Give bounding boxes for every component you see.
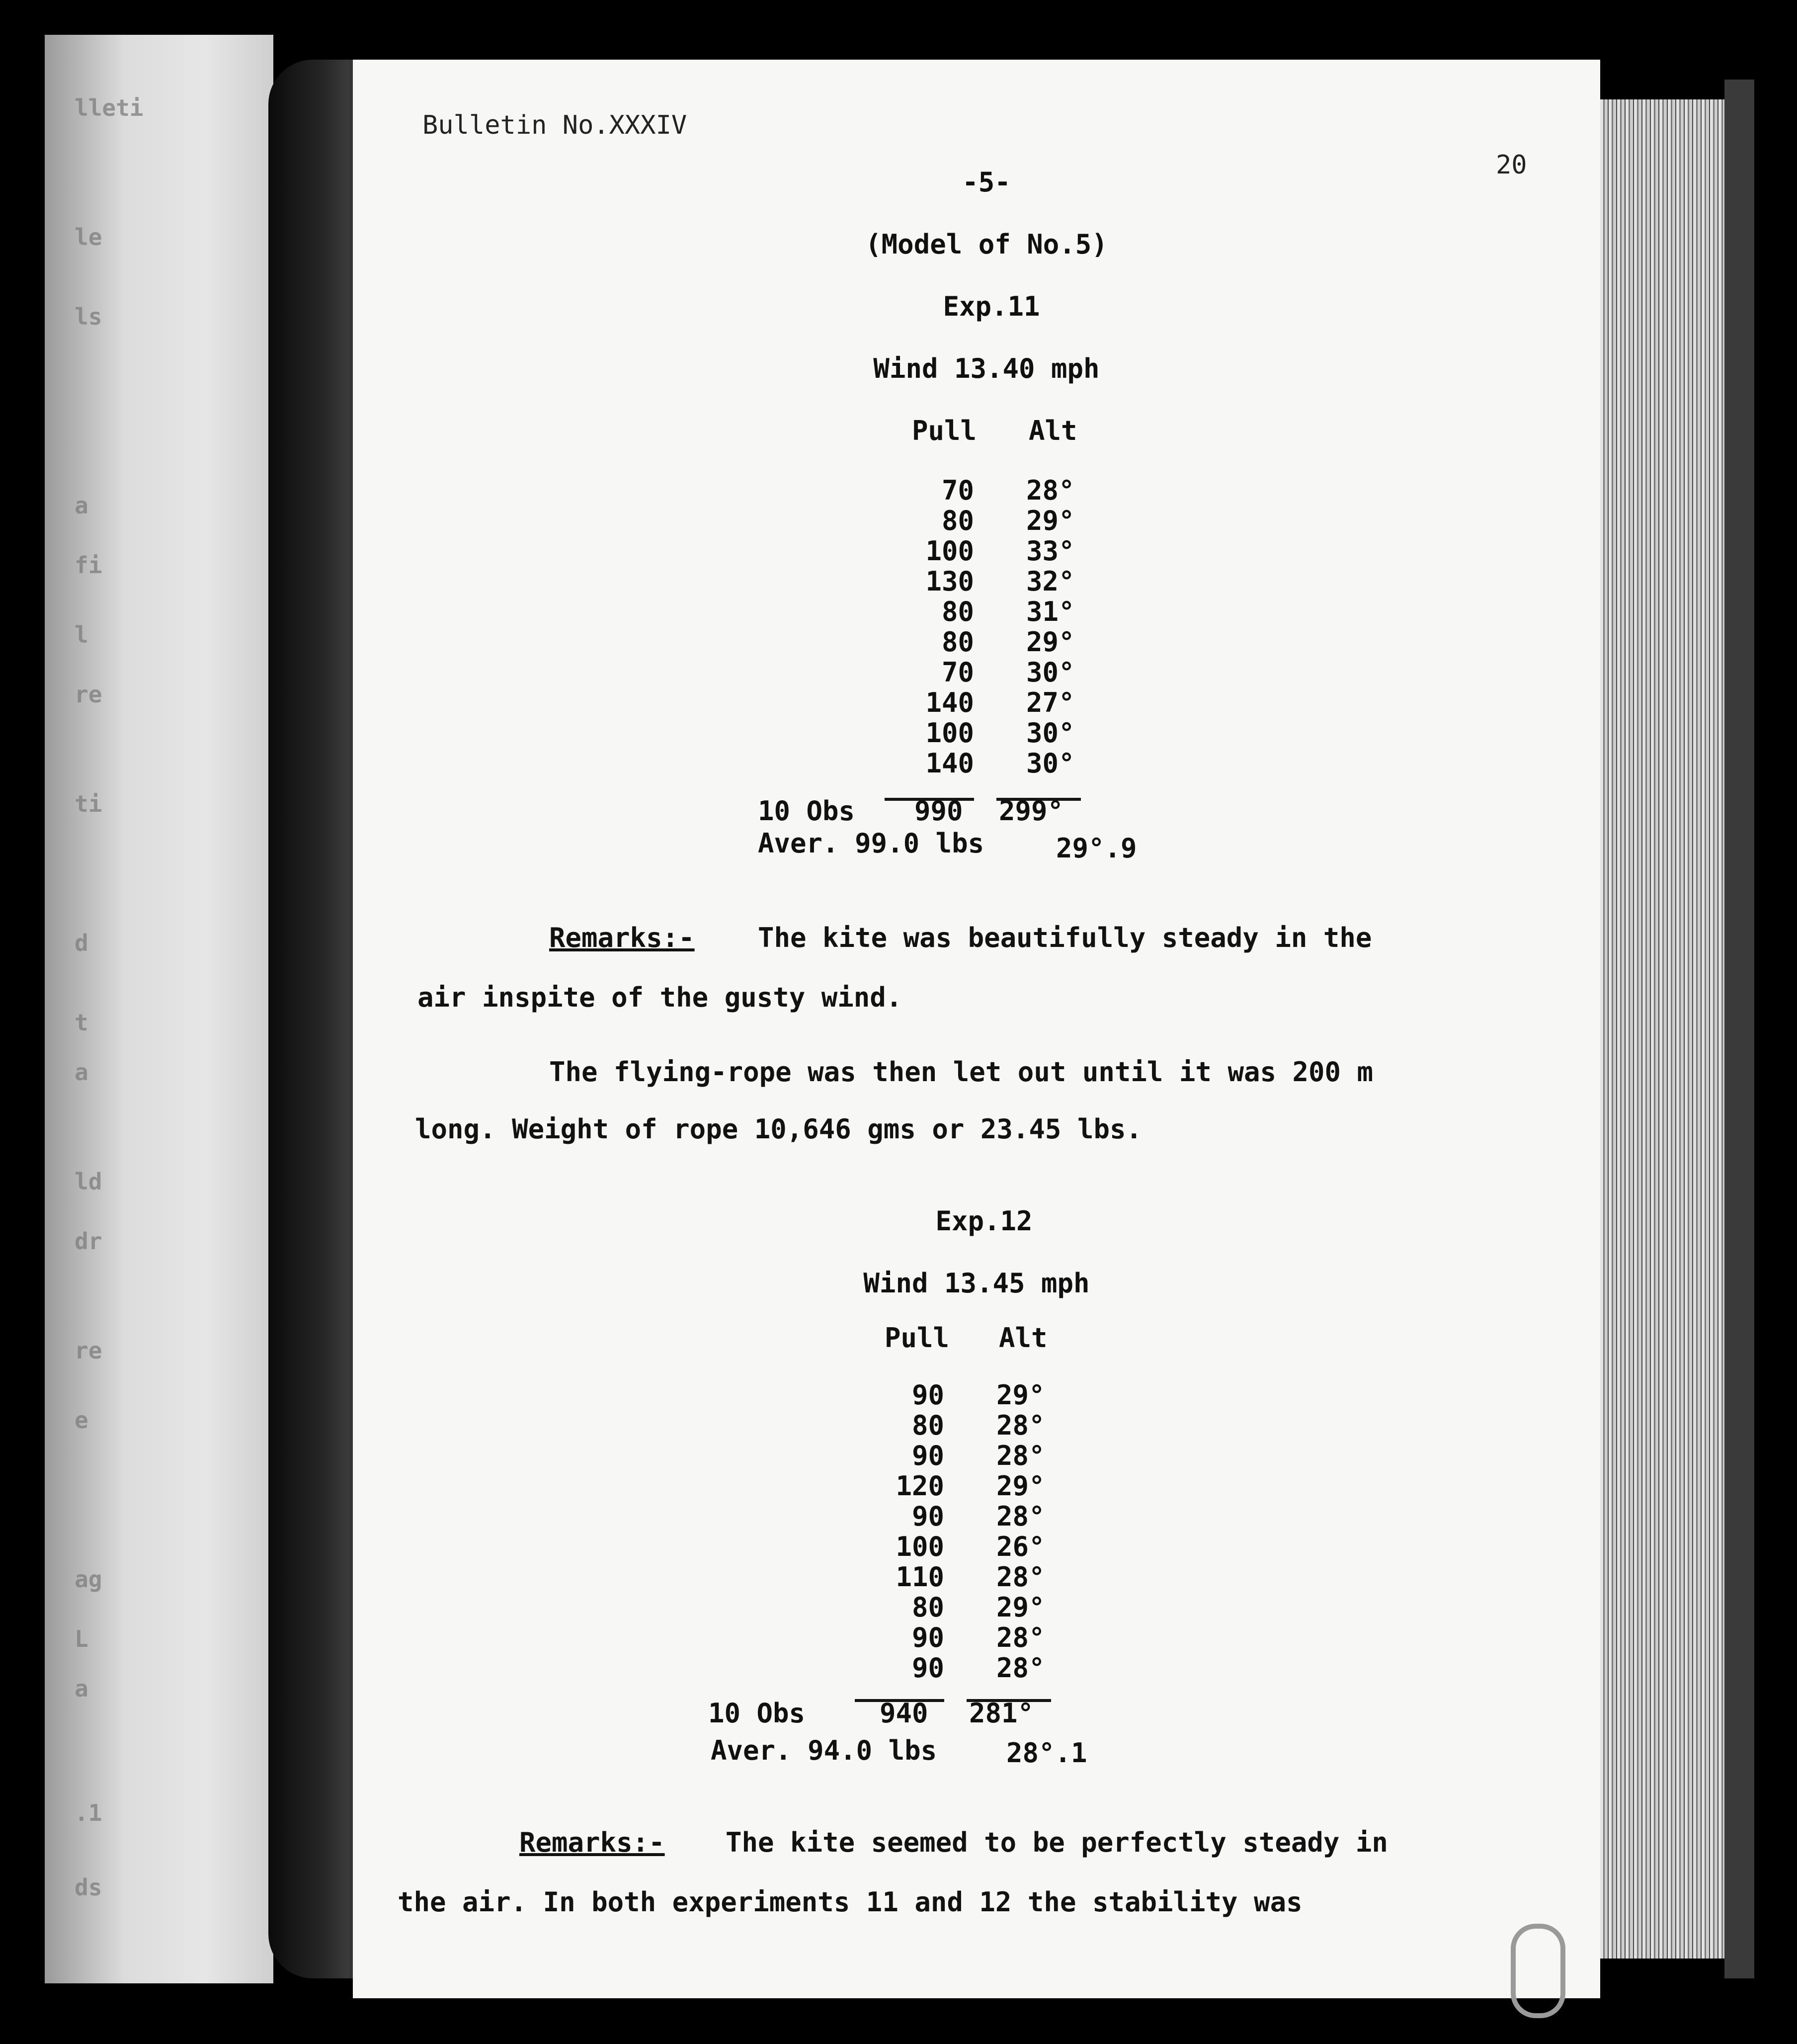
exp12-alt-row [996, 1561, 1096, 1592]
remarks12-line2: the air. In both experiments 11 and 12 the stability was [398, 1886, 1303, 1918]
exp11-pull-cell: 70 [941, 657, 974, 688]
exp12-pull-cell: 90 [911, 1440, 944, 1471]
exp12-alt-cell: 26° [996, 1531, 1045, 1562]
exp12-pull-column [855, 1379, 944, 1683]
exp12-alt-cell: 28° [996, 1410, 1045, 1441]
left-page-fragment: L [75, 1625, 88, 1652]
exp12-pull-cell: 110 [896, 1561, 944, 1593]
exp12-pull-row [855, 1440, 944, 1470]
left-page-fragment: lleti [75, 94, 144, 121]
exp12-pull-cell: 80 [911, 1410, 944, 1441]
exp11-pull-row [885, 475, 974, 505]
exp11-pull-row [885, 535, 974, 566]
exp12-alt-row [996, 1440, 1096, 1470]
exp12-pull-row [855, 1379, 944, 1410]
exp12-pull-cell: 90 [911, 1652, 944, 1684]
exp12-alt-row [996, 1622, 1096, 1652]
exp12-pull-row [855, 1410, 944, 1440]
exp12-pull-cell: 90 [911, 1379, 944, 1411]
exp11-pull-cell: 80 [941, 505, 974, 536]
left-page-fragment: le [75, 224, 102, 251]
exp12-alt-cell: 28° [996, 1501, 1045, 1532]
left-page [45, 35, 273, 1983]
exp12-wind: Wind 13.45 mph [863, 1268, 1090, 1299]
exp11-total-alt: 299° [999, 795, 1064, 827]
exp12-title: Exp.12 [935, 1205, 1033, 1237]
exp12-alt-row [996, 1470, 1096, 1501]
book-cover-edge [1724, 80, 1754, 1978]
exp12-alt-cell: 28° [996, 1652, 1045, 1684]
exp11-pull-cell: 140 [925, 748, 974, 779]
exp11-alt-row [1026, 566, 1126, 596]
exp11-alt-cell: 31° [1026, 596, 1075, 627]
exp12-average: Aver. 94.0 lbs [711, 1735, 937, 1766]
exp11-pull-cell: 100 [925, 717, 974, 749]
remarks11-label: Remarks:- [549, 922, 695, 953]
remarks11-line2: air inspite of the gusty wind. [417, 982, 902, 1013]
exp12-alt-cell: 29° [996, 1379, 1045, 1411]
exp11-alt-cell: 30° [1026, 657, 1075, 688]
exp12-pull-cell: 90 [911, 1622, 944, 1653]
exp11-alt-cell: 29° [1026, 626, 1075, 658]
exp12-pull-row [855, 1501, 944, 1531]
exp11-alt-row [1026, 596, 1126, 626]
exp11-alt-column [1026, 475, 1126, 778]
exp11-col-alt: Alt [1029, 415, 1077, 446]
exp12-total-alt: 281° [969, 1698, 1034, 1729]
exp11-alt-cell: 30° [1026, 748, 1075, 779]
exp12-alt-row [996, 1531, 1096, 1561]
model-heading: (Model of No.5) [865, 229, 1108, 260]
exp12-pull-row [855, 1592, 944, 1622]
exp12-alt-row [996, 1379, 1096, 1410]
left-page-fragment: a [75, 492, 88, 519]
exp12-obs-label: 10 Obs [708, 1698, 806, 1729]
exp11-pull-row [885, 505, 974, 535]
left-page-fragment: ds [75, 1874, 102, 1901]
exp12-alt-cell: 28° [996, 1622, 1045, 1653]
exp12-alt-row [996, 1592, 1096, 1622]
exp11-pull-cell: 80 [941, 596, 974, 627]
exp11-alt-cell: 29° [1026, 505, 1075, 536]
exp12-pull-row [855, 1652, 944, 1683]
exp11-average: Aver. 99.0 lbs [758, 828, 984, 859]
exp12-pull-cell: 120 [896, 1470, 944, 1502]
exp11-pull-row [885, 566, 974, 596]
exp12-alt-cell: 28° [996, 1440, 1045, 1471]
exp11-alt-row [1026, 505, 1126, 535]
left-page-fragment: a [75, 1059, 88, 1086]
page-number: 20 [1496, 150, 1527, 180]
exp11-pull-row [885, 657, 974, 687]
remarks12-label: Remarks:- [519, 1827, 665, 1858]
exp11-title: Exp.11 [943, 291, 1040, 322]
exp11-col-pull: Pull [912, 415, 977, 446]
exp11-pull-cell: 100 [925, 535, 974, 567]
exp12-pull-row [855, 1622, 944, 1652]
exp12-alt-cell: 29° [996, 1592, 1045, 1623]
exp11-pull-row [885, 687, 974, 717]
exp12-pull-cell: 100 [896, 1531, 944, 1562]
left-page-fragment: t [75, 1009, 88, 1036]
exp11-alt-cell: 32° [1026, 566, 1075, 597]
exp12-alt-row [996, 1410, 1096, 1440]
exp12-pull-row [855, 1561, 944, 1592]
exp11-alt-cell: 28° [1026, 475, 1075, 506]
exp12-pull-cell: 80 [911, 1592, 944, 1623]
left-page-fragment: ti [75, 790, 102, 817]
remarks11-line1: The kite was beautifully steady in the [758, 922, 1372, 953]
left-page-fragment: e [75, 1407, 88, 1434]
exp12-pull-cell: 90 [911, 1501, 944, 1532]
left-page-fragment: ld [75, 1168, 102, 1195]
exp11-pull-row [885, 748, 974, 778]
exp11-alt-row [1026, 626, 1126, 657]
remarks12-line1: The kite seemed to be perfectly steady in [726, 1827, 1388, 1858]
exp11-pull-row [885, 626, 974, 657]
rope-line2: long. Weight of rope 10,646 gms or 23.45 lbs. [415, 1113, 1142, 1145]
rope-line1: The flying-rope was then let out until it was 200 m [549, 1056, 1374, 1088]
bulletin-header: Bulletin No.XXXIV [422, 110, 687, 140]
exp12-alt-row [996, 1501, 1096, 1531]
exp11-alt-cell: 30° [1026, 717, 1075, 749]
page-marker: -5- [962, 167, 1011, 198]
exp12-pull-row [855, 1531, 944, 1561]
exp12-alt-column [996, 1379, 1096, 1683]
left-page-fragment: a [75, 1675, 88, 1702]
exp11-alt-row [1026, 748, 1126, 778]
exp12-pull-row [855, 1470, 944, 1501]
exp11-total-pull: 990 [914, 795, 963, 827]
exp12-alt-cell: 29° [996, 1470, 1045, 1502]
left-page-fragment: fi [75, 552, 102, 579]
exp12-alt-cell: 28° [996, 1561, 1045, 1593]
left-page-fragment: dr [75, 1228, 102, 1255]
exp12-alt-row [996, 1652, 1096, 1683]
exp11-alt-row [1026, 687, 1126, 717]
exp11-average-alt: 29°.9 [1056, 833, 1137, 864]
exp11-pull-cell: 130 [925, 566, 974, 597]
binder-ring [1511, 1924, 1565, 2018]
left-page-fragment: d [75, 930, 88, 956]
left-page-fragment: l [75, 621, 88, 648]
exp11-obs-label: 10 Obs [758, 795, 855, 827]
exp12-col-pull: Pull [885, 1322, 950, 1354]
exp11-alt-row [1026, 657, 1126, 687]
exp12-average-alt: 28°.1 [1006, 1737, 1087, 1769]
left-page-fragment: re [75, 681, 102, 708]
exp11-pull-cell: 70 [941, 475, 974, 506]
exp11-wind: Wind 13.40 mph [873, 353, 1100, 384]
left-page-fragment: ls [75, 303, 102, 330]
exp11-pull-column [885, 475, 974, 778]
exp11-alt-cell: 33° [1026, 535, 1075, 567]
exp11-alt-row [1026, 475, 1126, 505]
exp12-total-pull: 940 [880, 1698, 928, 1729]
exp11-alt-row [1026, 535, 1126, 566]
left-page-fragment: ag [75, 1566, 102, 1593]
exp11-alt-cell: 27° [1026, 687, 1075, 718]
exp11-alt-row [1026, 717, 1126, 748]
exp11-pull-cell: 140 [925, 687, 974, 718]
exp11-pull-row [885, 717, 974, 748]
left-page-fragment: .1 [75, 1799, 102, 1826]
left-page-fragment: re [75, 1337, 102, 1364]
exp11-pull-row [885, 596, 974, 626]
exp11-pull-cell: 80 [941, 626, 974, 658]
exp12-col-alt: Alt [999, 1322, 1048, 1354]
